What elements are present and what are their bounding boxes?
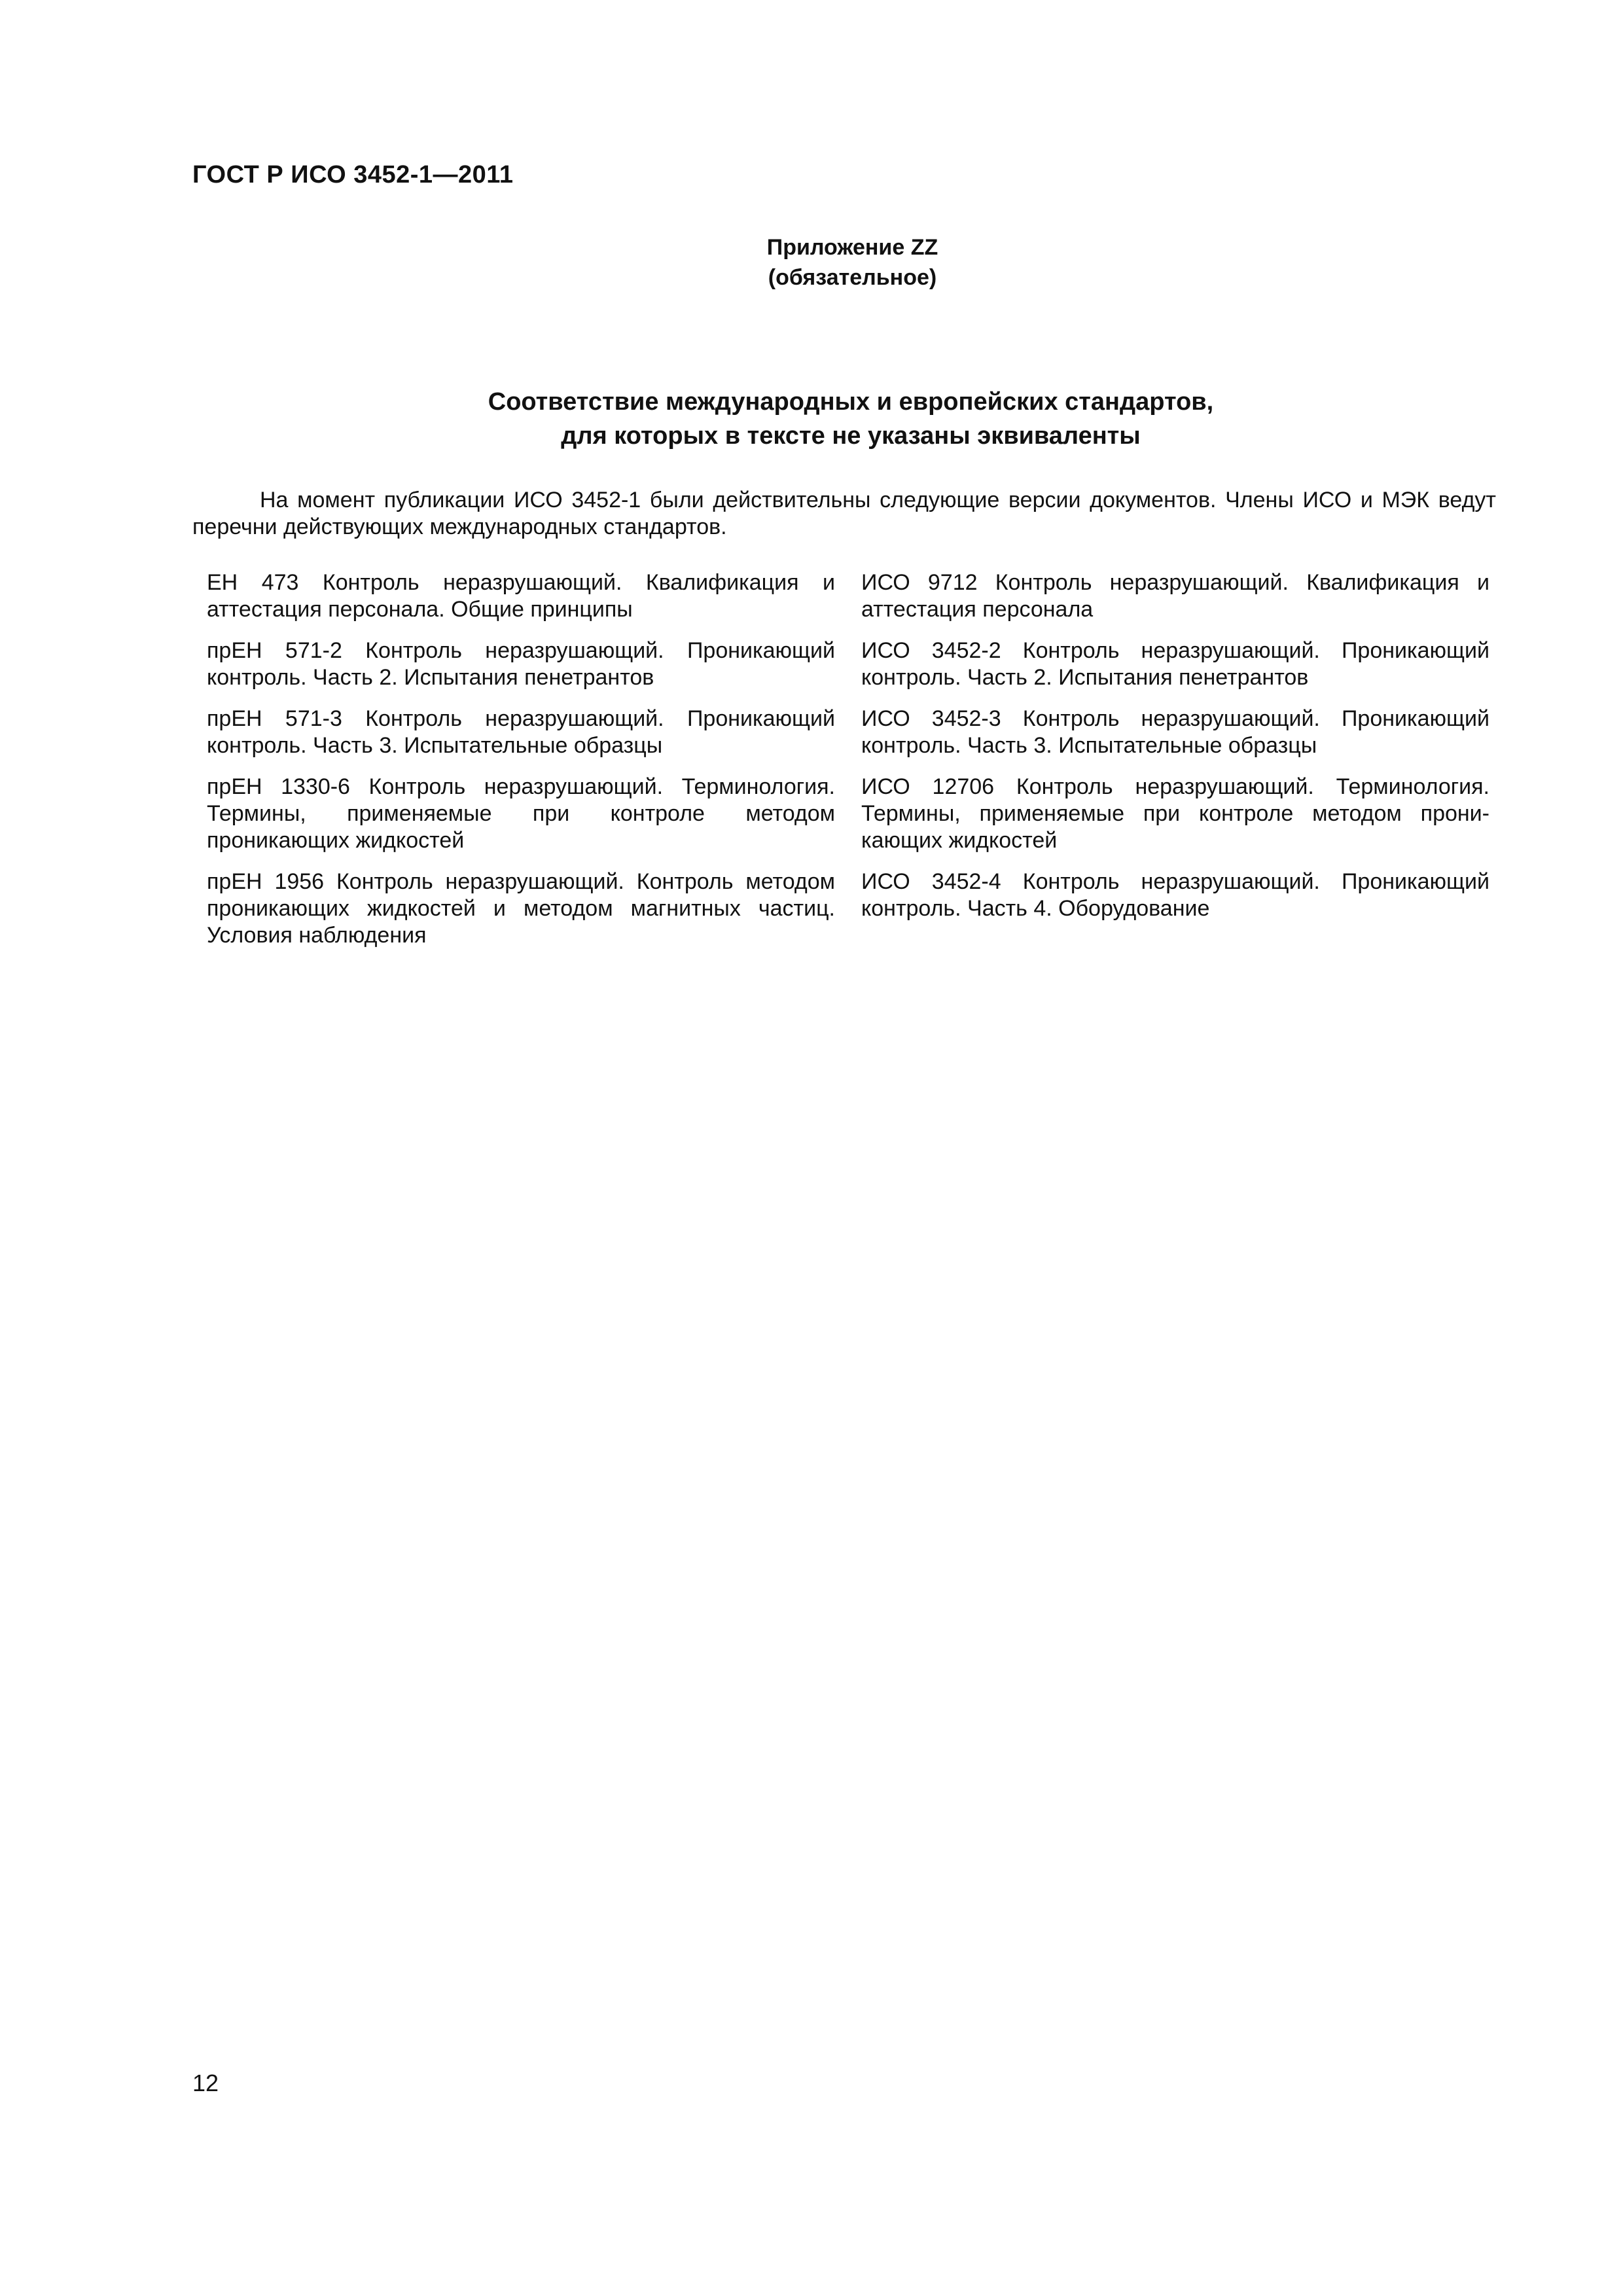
european-standard-cell: прЕН 571-3 Контроль неразрушающий. Проникающий контроль. Часть 3. Испытательные образцы [207,706,835,758]
annex-status: (обязательное) [768,265,937,290]
annex-title-line-1: Соответствие международных и европейских стандартов, [488,388,1214,416]
standards-correspondence-table [207,569,1489,963]
annex-title-line-2: для которых в тексте не указаны эквиваленты [561,422,1141,450]
table-row [207,706,1489,759]
international-standard-cell: ИСО 3452-2 Контроль неразрушающий. Проникающий контроль. Часть 2. Испытания пенетрантов [861,638,1489,690]
table-row [207,569,1489,623]
european-standard-cell: ЕН 473 Контроль неразрушающий. Квалификация и аттестация персонала. Общие принципы [207,570,835,622]
international-standard-cell: ИСО 3452-4 Контроль неразрушающий. Проникающий контроль. Часть 4. Оборудование [861,869,1489,921]
table-row [207,637,1489,691]
standard-code-header: ГОСТ Р ИСО 3452-1—2011 [192,161,514,188]
european-standard-cell: прЕН 1956 Контроль неразрушающий. Контроль методом проникающих жидкостей и методом магнитных частиц. Условия наблюдения [207,869,835,948]
table-row [207,869,1489,949]
table-row [207,774,1489,854]
european-standard-cell: прЕН 1330-6 Контроль неразрушающий. Терминология. Термины, применяемые при контроле методом проникающих жидкостей [207,774,835,853]
international-standard-cell: ИСО 3452-3 Контроль неразрушающий. Проникающий контроль. Часть 3. Испытательные образцы [861,706,1489,758]
international-standard-cell: ИСО 9712 Контроль неразрушающий. Квалификация и аттестация персонала [861,570,1489,622]
annex-heading [0,232,1623,293]
european-standard-cell: прЕН 571-2 Контроль неразрушающий. Проникающий контроль. Часть 2. Испытания пенетрантов [207,638,835,690]
annex-title [0,385,1623,453]
page-number: 12 [192,2070,219,2096]
annex-name: Приложение ZZ [766,235,938,260]
intro-paragraph: На момент публикации ИСО 3452-1 были действительны следующие версии документов. Члены ИСО и МЭК ведут перечни действующих международных стандартов. [192,488,1496,539]
international-standard-cell: ИСО 12706 Контроль неразрушающий. Терминология. Термины, применяемые при контроле методом проникающих жидкостей [861,774,1489,853]
